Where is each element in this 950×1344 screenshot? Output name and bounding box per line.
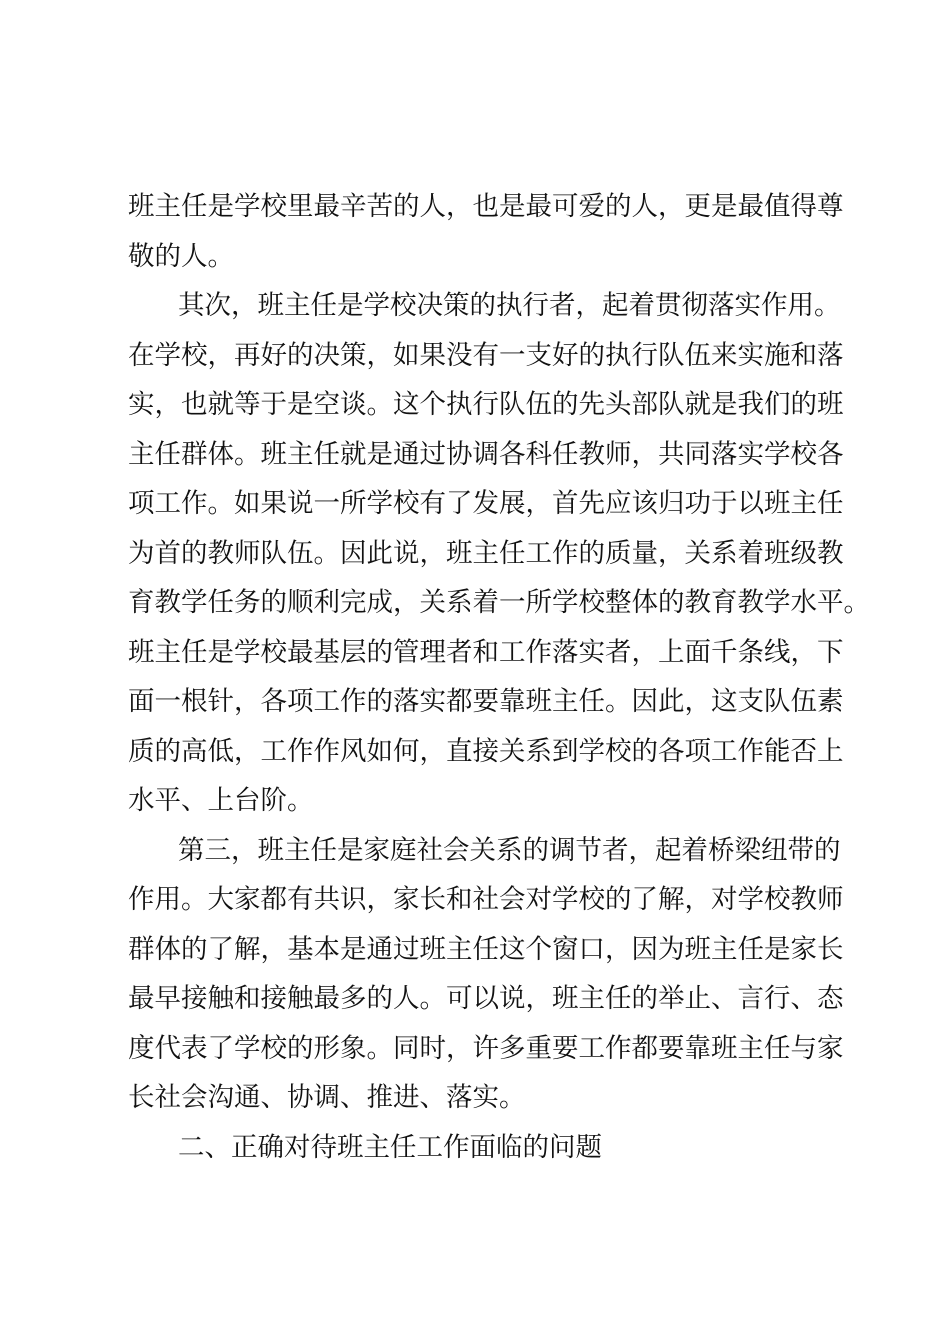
text-line: 项工作。如果说一所学校有了发展，首先应该归功于以班主任 xyxy=(128,488,844,519)
text-line: 群体的了解，基本是通过班主任这个窗口，因为班主任是家长 xyxy=(128,933,844,965)
text-line: 面一根针，各项工作的落实都要靠班主任。因此，这支队伍素 xyxy=(128,686,844,717)
text-line: 长社会沟通、协调、推进、落实。 xyxy=(128,1082,526,1113)
text-line: 水平、上台阶。 xyxy=(128,785,314,816)
text-line: 度代表了学校的形象。同时，许多重要工作都要靠班主任与家 xyxy=(128,1032,844,1064)
text-line: 在学校，再好的决策，如果没有一支好的执行队伍来实施和落 xyxy=(128,339,844,371)
text-line: 育教学任务的顺利完成，关系着一所学校整体的教育教学水平。 xyxy=(128,587,870,618)
section-heading: 二、正确对待班主任工作面临的问题 xyxy=(178,1131,602,1163)
text-line: 最早接触和接触最多的人。可以说，班主任的举止、言行、态 xyxy=(128,983,844,1014)
text-line: 质的高低，工作作风如何，直接关系到学校的各项工作能否上 xyxy=(128,735,844,767)
text-line: 实，也就等于是空谈。这个执行队伍的先头部队就是我们的班 xyxy=(128,389,844,420)
text-line: 敬的人。 xyxy=(128,240,234,272)
text-line: 作用。大家都有共识，家长和社会对学校的了解，对学校教师 xyxy=(128,884,844,915)
text-line: 班主任是学校里最辛苦的人，也是最可爱的人，更是最值得尊 xyxy=(128,191,844,222)
text-line: 主任群体。班主任就是通过协调各科任教师，共同落实学校各 xyxy=(128,438,844,470)
paragraph-start-line: 第三，班主任是家庭社会关系的调节者，起着桥梁纽带的 xyxy=(178,834,841,866)
document-body xyxy=(128,182,870,1172)
text-line: 班主任是学校最基层的管理者和工作落实者，上面千条线，下 xyxy=(128,636,844,668)
text-line: 为首的教师队伍。因此说，班主任工作的质量，关系着班级教 xyxy=(128,537,844,569)
paragraph-start-line: 其次，班主任是学校决策的执行者，起着贯彻落实作用。 xyxy=(178,290,841,321)
